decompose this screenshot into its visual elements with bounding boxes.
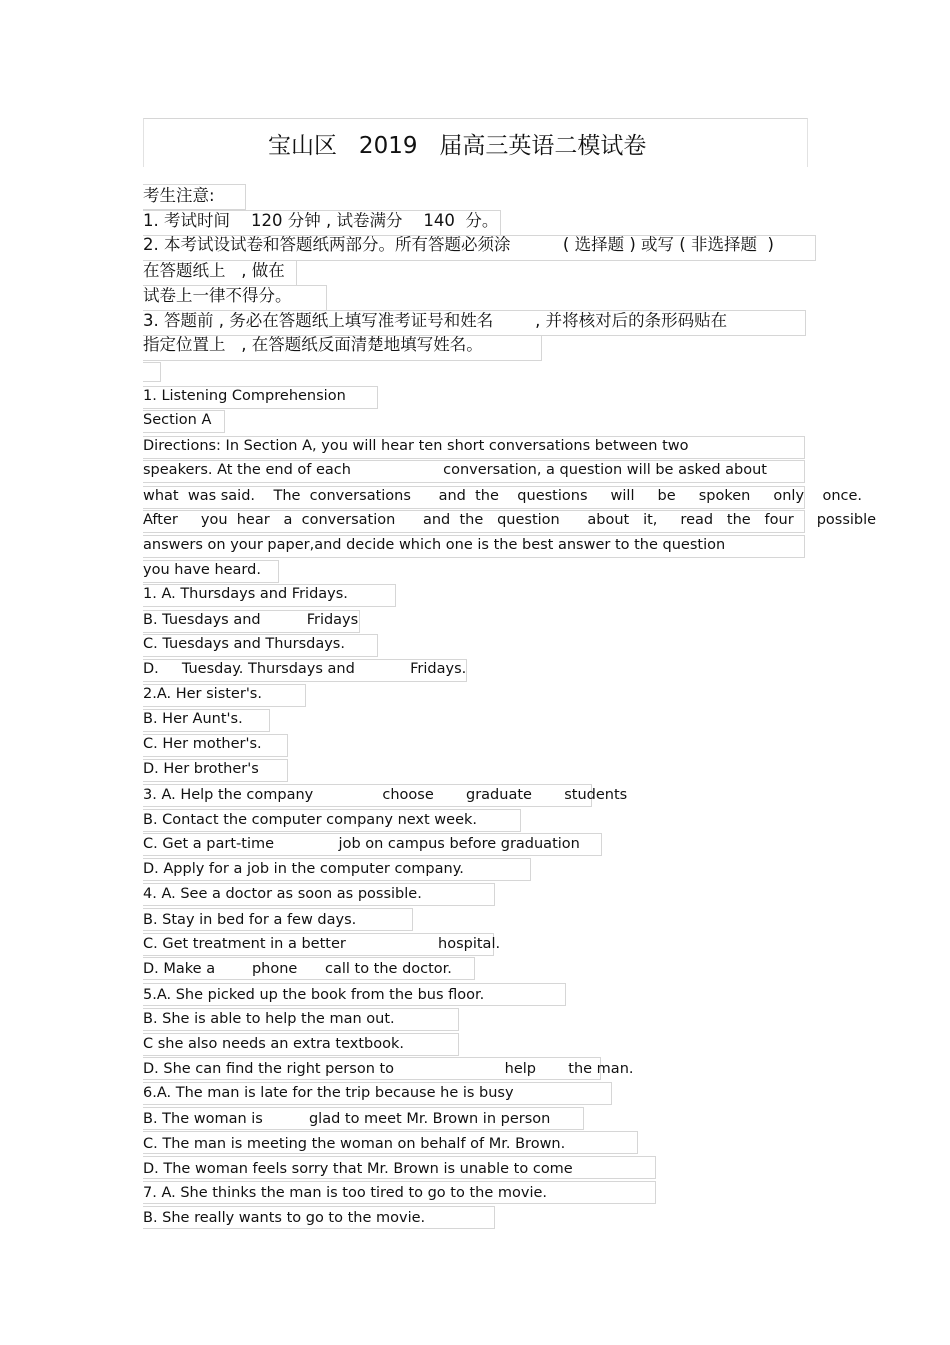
section-heading: 1. Listening Comprehension bbox=[143, 388, 346, 404]
option-line: B. She really wants to go to the movie. bbox=[143, 1210, 426, 1226]
note-line: 试卷上一律不得分。 bbox=[143, 286, 292, 305]
option-line: B. Stay in bed for a few days. bbox=[143, 912, 357, 928]
directions-line: what was said. The conversations and the questions will be spoken only once. bbox=[143, 488, 863, 504]
option-line: 2.A. Her sister's. bbox=[143, 686, 262, 702]
option-line: B. She is able to help the man out. bbox=[143, 1011, 395, 1027]
note-line: 在答题纸上 , 做在 bbox=[143, 261, 285, 280]
option-line: 1. A. Thursdays and Fridays. bbox=[143, 586, 348, 602]
option-line: C. The man is meeting the woman on behalf of Mr. Brown. bbox=[143, 1136, 566, 1152]
separator-box bbox=[143, 362, 161, 382]
option-line: D. Make a phone call to the doctor. bbox=[143, 961, 452, 977]
directions-line: answers on your paper,and decide which one is the best answer to the question bbox=[143, 537, 726, 553]
option-line: D. Apply for a job in the computer company. bbox=[143, 861, 464, 877]
option-line: 5.A. She picked up the book from the bus floor. bbox=[143, 987, 485, 1003]
notes-heading: 考生注意: bbox=[143, 186, 215, 205]
note-line: 3. 答题前 , 务必在答题纸上填写准考证号和姓名 , 并将核对后的条形码贴在 bbox=[143, 311, 728, 330]
option-line: C. Her mother's. bbox=[143, 736, 262, 752]
option-line: B. Contact the computer company next week. bbox=[143, 812, 478, 828]
directions-line: Directions: In Section A, you will hear ten short conversations between two bbox=[143, 438, 689, 454]
section-subheading: Section A bbox=[143, 412, 212, 428]
option-line: D. She can find the right person to help the man. bbox=[143, 1061, 634, 1077]
option-line: C. Get a part-time job on campus before graduation bbox=[143, 836, 580, 852]
note-line: 2. 本考试设试卷和答题纸两部分。所有答题必须涂 ( 选择题 ) 或写 ( 非选择题 ) bbox=[143, 235, 774, 254]
note-line: 指定位置上 , 在答题纸反面清楚地填写姓名。 bbox=[143, 335, 483, 354]
option-line: B. Tuesdays and Fridays bbox=[143, 612, 359, 628]
option-line: 3. A. Help the company choose graduate students bbox=[143, 787, 628, 803]
option-line: B. The woman is glad to meet Mr. Brown in person bbox=[143, 1111, 551, 1127]
directions-line: speakers. At the end of each conversation, a question will be asked about bbox=[143, 462, 767, 478]
option-line: C. Get treatment in a better hospital. bbox=[143, 936, 501, 952]
option-line: 4. A. See a doctor as soon as possible. bbox=[143, 886, 422, 902]
note-line: 1. 考试时间 120 分钟 , 试卷满分 140 分。 bbox=[143, 211, 499, 230]
option-line: D. Tuesday. Thursdays and Fridays. bbox=[143, 661, 467, 677]
option-line: D. The woman feels sorry that Mr. Brown is unable to come bbox=[143, 1161, 573, 1177]
option-line: B. Her Aunt's. bbox=[143, 711, 243, 727]
option-line: C she also needs an extra textbook. bbox=[143, 1036, 404, 1052]
directions-line: After you hear a conversation and the question about it, read the four possible bbox=[143, 512, 877, 528]
directions-line: you have heard. bbox=[143, 562, 261, 578]
option-line: D. Her brother's bbox=[143, 761, 259, 777]
option-line: 7. A. She thinks the man is too tired to go to the movie. bbox=[143, 1185, 547, 1201]
option-line: C. Tuesdays and Thursdays. bbox=[143, 636, 345, 652]
exam-title: 宝山区 2019 届高三英语二模试卷 bbox=[268, 133, 647, 159]
option-line: 6.A. The man is late for the trip because he is busy bbox=[143, 1085, 514, 1101]
